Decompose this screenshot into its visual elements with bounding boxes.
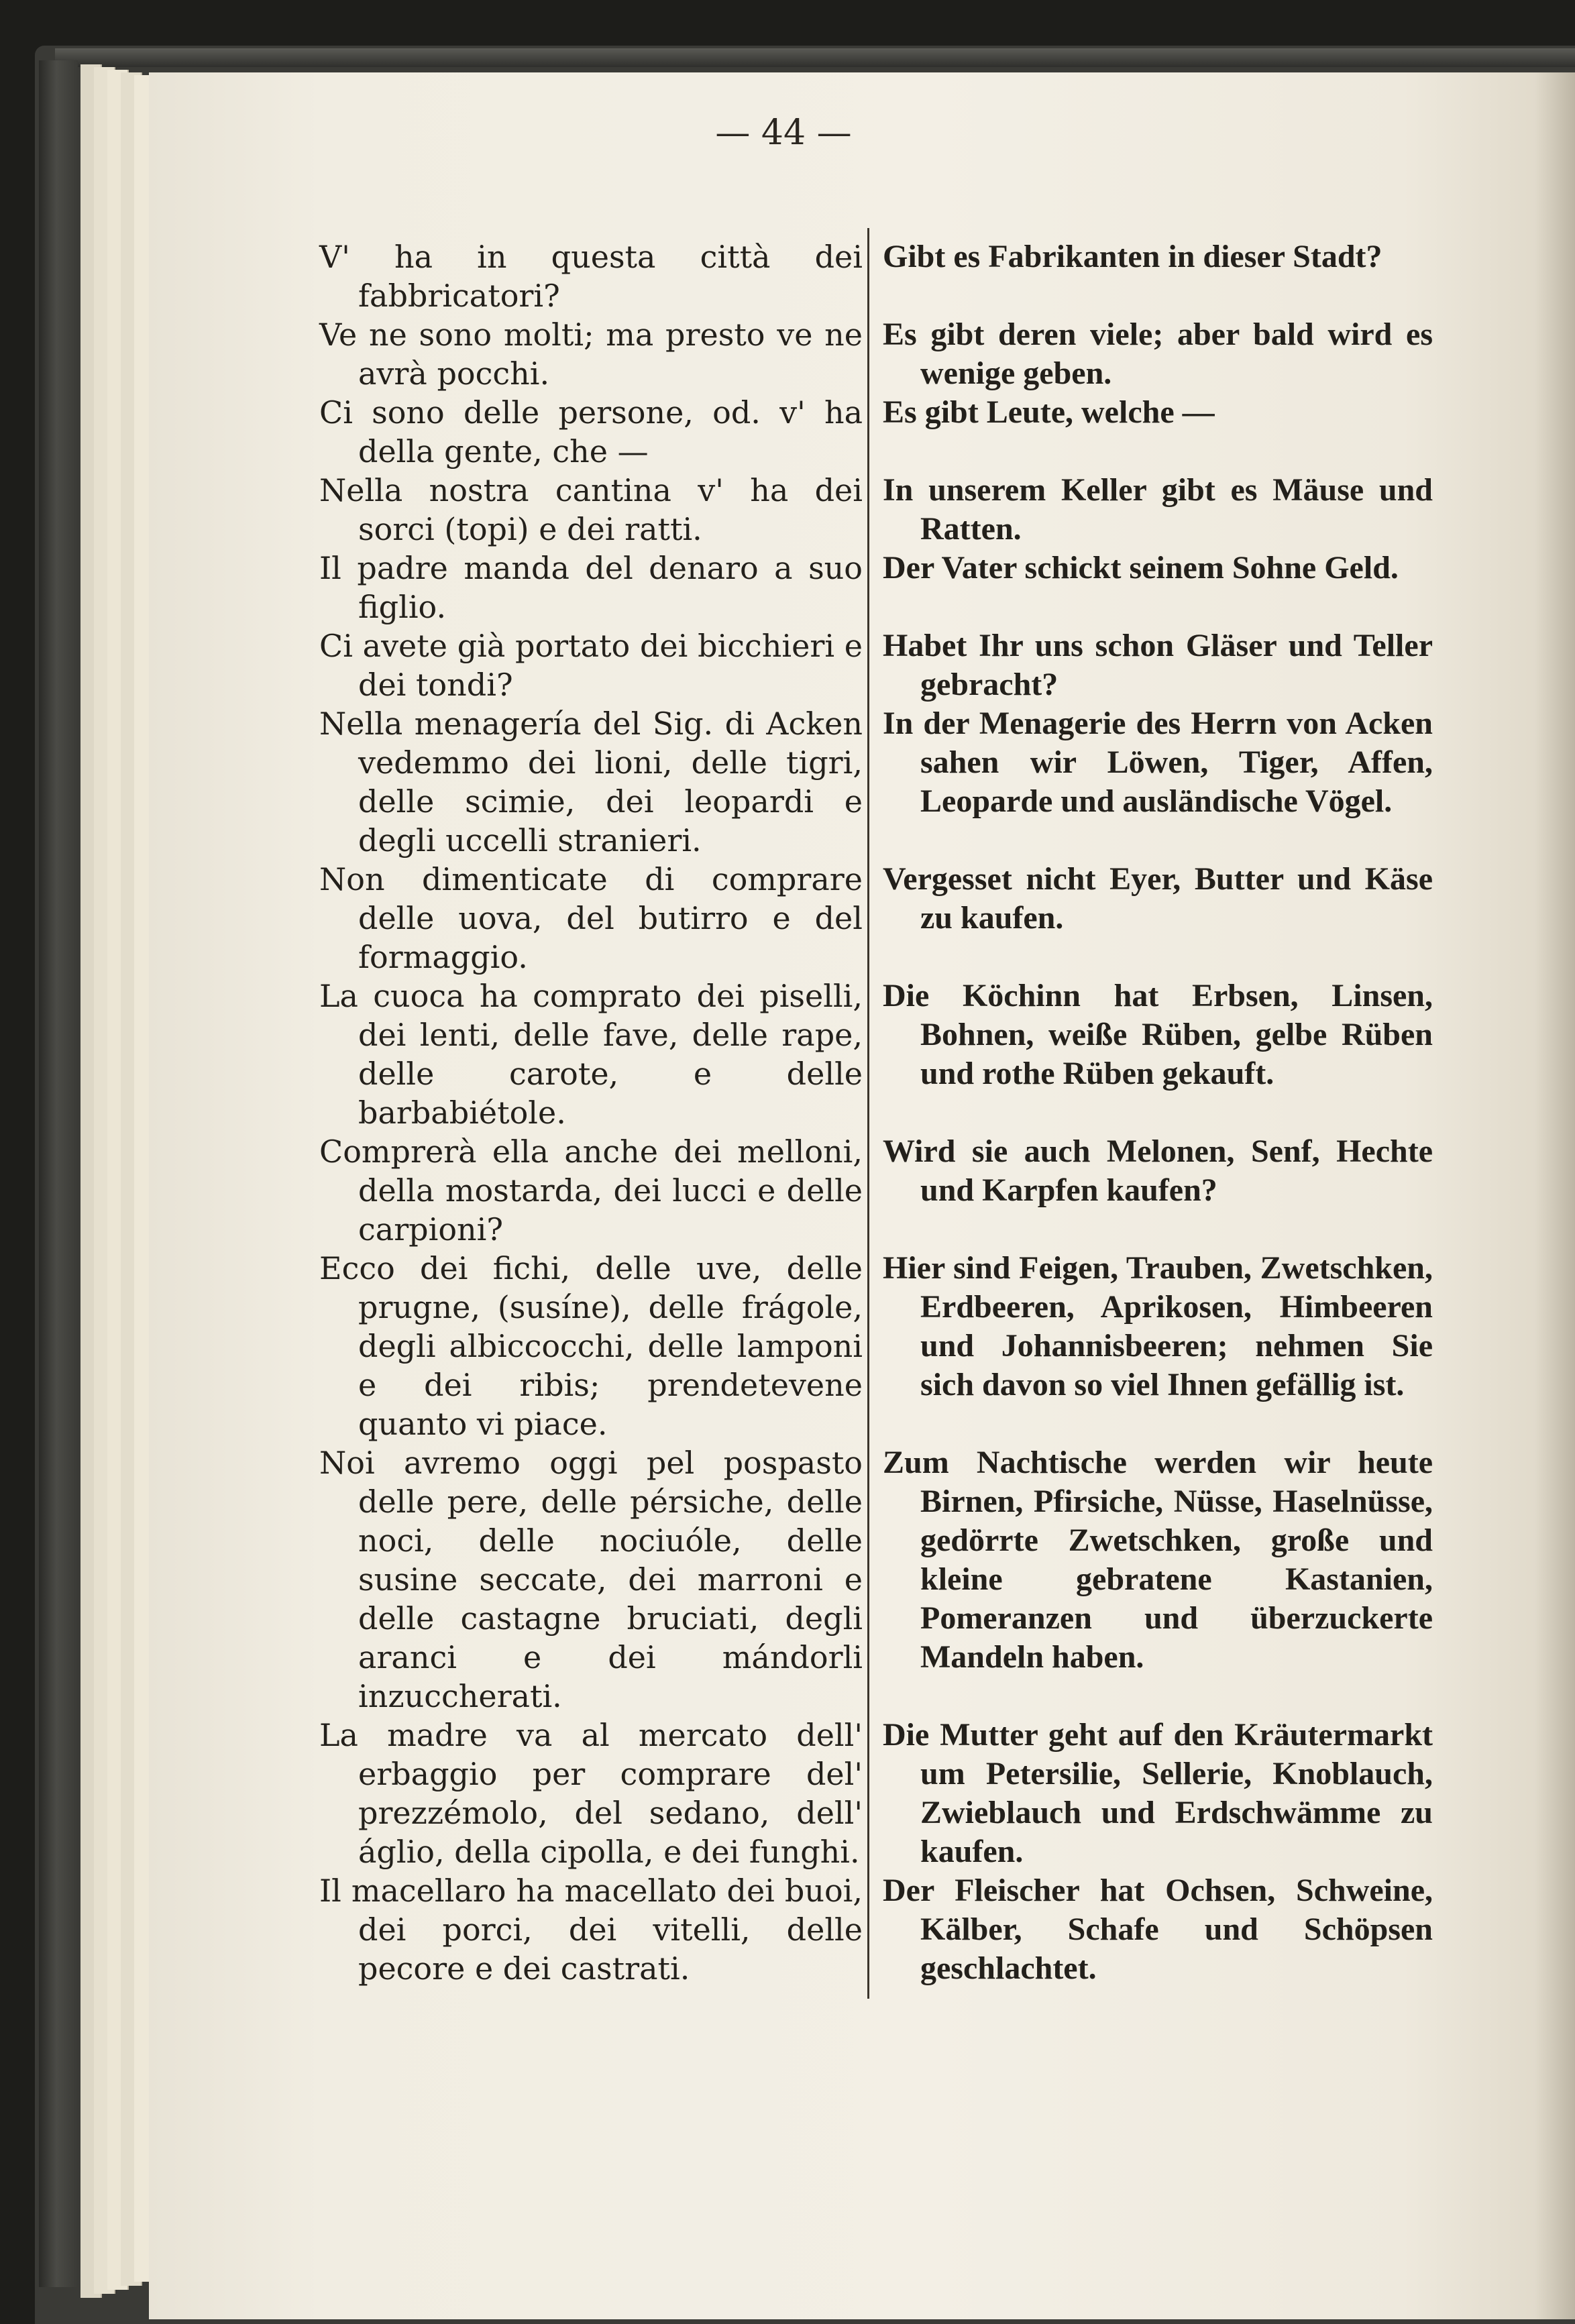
column-divider (867, 228, 869, 1999)
page-number: — 44 — (715, 113, 852, 153)
italian-entry: La madre va al mercato dell' erbaggio per comprare del' prezzémolo, del sedano, dell' áglio, della cipolla, e dei funghi. (319, 1717, 863, 1870)
italian-entry: Nella menagería del Sig. di Acken vedemmo dei lioni, delle tigri, delle scimie, dei leopardi e degli uccelli stranieri. (319, 706, 863, 859)
italian-entry: Comprerà ella anche dei melloni, della mostarda, dei lucci e delle carpioni? (319, 1133, 863, 1248)
italian-entry: La cuoca ha comprato dei piselli, dei lenti, delle fave, delle rape, delle carote, e delle barbabiétole. (319, 978, 863, 1131)
german-entry: Gibt es Fabrikanten in dieser Stadt? (883, 239, 1382, 274)
book-cover-top-edge (55, 48, 1575, 67)
german-entry: Wird sie auch Melonen, Senf, Hechte und Karpfen kaufen? (883, 1133, 1433, 1208)
italian-entry: Noi avremo oggi pel pospasto delle pere, delle pérsiche, delle noci, delle nociuóle, delle susine seccate, dei marroni e delle castagne bruciati, degli aranci e dei mándorli inzuccherati. (319, 1445, 863, 1714)
german-entry: Der Fleischer hat Ochsen, Schweine, Kälber, Schafe und Schöpsen geschlachtet. (883, 1873, 1433, 1986)
german-entry: Die Mutter geht auf den Kräutermarkt um Petersilie, Sellerie, Knoblauch, Zwieblauch und Erdschwämme zu kaufen. (883, 1717, 1433, 1869)
italian-entry: Ci avete già portato dei bicchieri e dei tondi? (319, 628, 863, 703)
italian-entry: Non dimenticate di comprare delle uova, del butirro e del formaggio. (319, 861, 863, 975)
german-entry: In der Menagerie des Herrn von Acken sahen wir Löwen, Tiger, Affen, Leoparde und ausländische Vögel. (883, 706, 1433, 819)
italian-entry: Ecco dei fichi, delle uve, delle prugne, (susíne), delle frágole, degli albiccocchi, delle lamponi e dei ribis; prendetevene quanto vi piace. (319, 1250, 863, 1442)
italian-entry: Ve ne sono molti; ma presto ve ne avrà pocchi. (319, 317, 863, 392)
page-gutter-shadow (1535, 72, 1575, 2319)
german-entry: Es gibt Leute, welche — (883, 394, 1215, 430)
german-entry: Hier sind Feigen, Trauben, Zwetschken, Erdbeeren, Aprikosen, Himbeeren und Johannisbeeren; nehmen Sie sich davon so viel Ihnen gefällig ist. (883, 1250, 1433, 1402)
german-entry: Die Köchinn hat Erbsen, Linsen, Bohnen, weiße Rüben, gelbe Rüben und rothe Rüben gekauft. (883, 978, 1433, 1091)
italian-entry: Ci sono delle persone, od. v' ha della gente, che — (319, 394, 863, 469)
german-entry: Vergesset nicht Eyer, Butter und Käse zu kaufen. (883, 861, 1433, 936)
italian-entry: Il padre manda del denaro a suo figlio. (319, 550, 863, 625)
italian-entry: Nella nostra cantina v' ha dei sorci (topi) e dei ratti. (319, 472, 863, 547)
italian-entry: V' ha in questa città dei fabbricatori? (319, 239, 863, 314)
book-spine-edge (39, 60, 78, 2287)
german-entry: Es gibt deren viele; aber bald wird es wenige geben. (883, 317, 1433, 391)
german-entry: Der Vater schickt seinem Sohne Geld. (883, 550, 1399, 586)
german-entry: Habet Ihr uns schon Gläser und Teller gebracht? (883, 628, 1433, 702)
italian-entry: Il macellaro ha macellato dei buoi, dei porci, dei vitelli, delle pecore e dei castrati. (319, 1873, 863, 1987)
german-entry: In unserem Keller gibt es Mäuse und Ratten. (883, 472, 1433, 547)
german-entry: Zum Nachtische werden wir heute Birnen, Pfirsiche, Nüsse, Haselnüsse, gedörrte Zwetschken, große und kleine gebratene Kastanien, Pomeranzen und überzuckerte Mandeln haben. (883, 1445, 1433, 1675)
